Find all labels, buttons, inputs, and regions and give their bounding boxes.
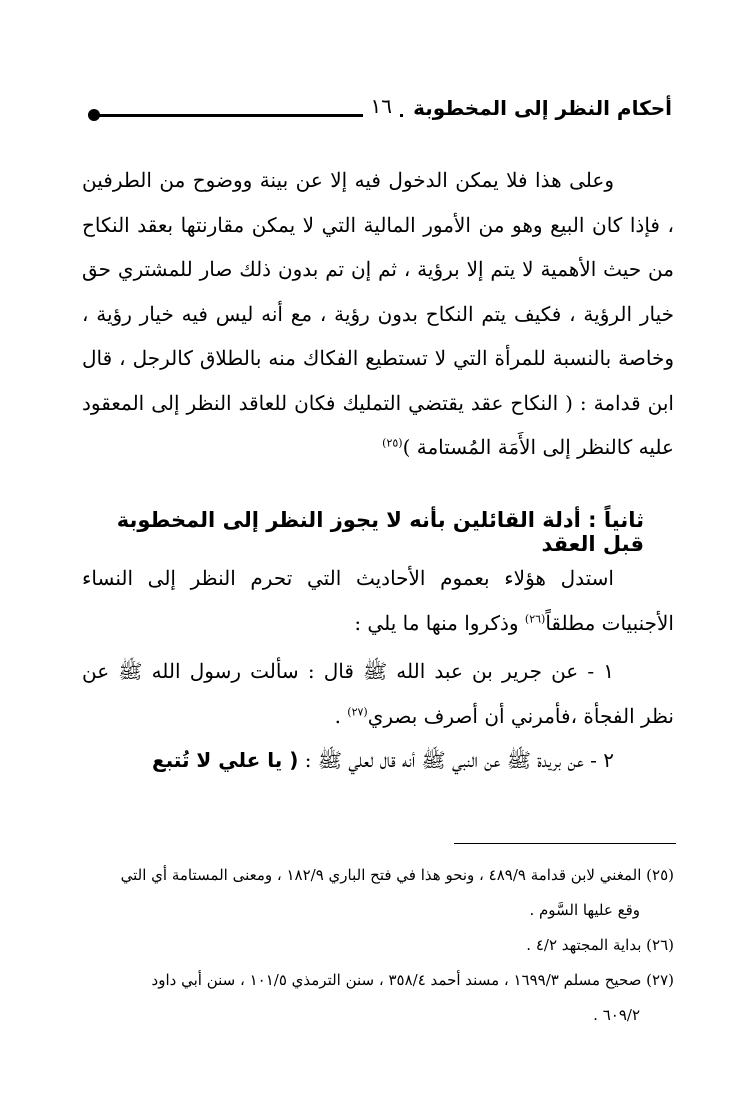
list-item-1-end: . [334, 703, 341, 728]
footnote-separator [454, 843, 676, 844]
page-number: ١٦ [363, 94, 400, 118]
footnote-27 [82, 963, 674, 998]
footnotes [82, 858, 674, 1033]
footnote-ref-25: (٢٥) [382, 436, 403, 450]
footnote-27-continued: ٦٠٩/٢ . [593, 1006, 640, 1024]
hadith-quote: ( يا علي لا تُتبع [151, 748, 299, 772]
footnote-text: صحيح مسلم ١٦٩٩/٣ ، مسند أحمد ٣٥٨/٤ ، سنن الترمذي ١٠١/٥ ، سنن أبي داود [151, 971, 642, 989]
footnote-25 [82, 858, 674, 893]
section-intro-end: وذكروا منها ما يلي : [354, 610, 519, 635]
section-heading: ثانياً : أدلة القائلين بأنه لا يجوز النظر إلى المخطوبة قبل العقد [116, 508, 644, 556]
list-item-1: ١ - عن جرير بن عبد الله ﷺ قال : سألت رسول الله ﷺ عن نظر الفجأة ،فأمرني أن أصرف بصري [82, 659, 674, 728]
footnote-26 [82, 928, 674, 963]
paragraph-text: وعلى هذا فلا يمكن الدخول فيه إلا عن بينة ووضوح من الطرفين ، فإذا كان البيع وهو من الأمور المالية التي لا يمكن مقارنتها بعقد النكاح من حيث الأهمية لا يتم إلا برؤية ، ثم إن تم بدون ذلك صار للمشتري حق خيار الرؤية ، فكيف يتم النكاح بدون رؤية ، مع أنه ليس فيه خيار رؤية ، وخاصة بالنسبة للمرأة التي لا تستطيع الفكاك منه بالطلاق كالرجل ، قال ابن قدامة : ( النكاح عقد يقتضي التمليك فكان للعاقد النظر إلى المعقود عليه كالنظر إلى الأَمَة المُستامة ) [82, 168, 675, 459]
list-item-2: ٢ - عن بريدة ﷺ عن النبي ﷺ أنه قال لعلي ﷺ : [304, 748, 614, 772]
header-rule-end-dot [88, 109, 100, 121]
section-intro: استدل هؤلاء بعموم الأحاديث التي تحرم النظر إلى النساء الأجنبيات مطلقاً [82, 566, 674, 635]
running-header [88, 96, 672, 130]
footnote-number: (٢٥) [646, 866, 674, 884]
main-paragraph [82, 158, 674, 470]
header-title: أحكام النظر إلى المخطوبة [403, 96, 672, 120]
footnote-text: المغني لابن قدامة ٤٨٩/٩ ، ونحو هذا في فتح الباري ١٨٢/٩ ، ومعنى المستامة أي التي [120, 866, 642, 884]
footnote-25-continued: وقع عليها السَّوم . [529, 901, 640, 919]
footnote-text: بداية المجتهد ٤/٢ . [526, 936, 642, 954]
section-body [82, 556, 674, 783]
footnote-ref-27: (٢٧) [347, 704, 368, 718]
footnote-ref-26: (٢٦) [524, 611, 546, 625]
footnote-number: (٢٦) [646, 936, 674, 954]
footnote-number: (٢٧) [646, 971, 674, 989]
